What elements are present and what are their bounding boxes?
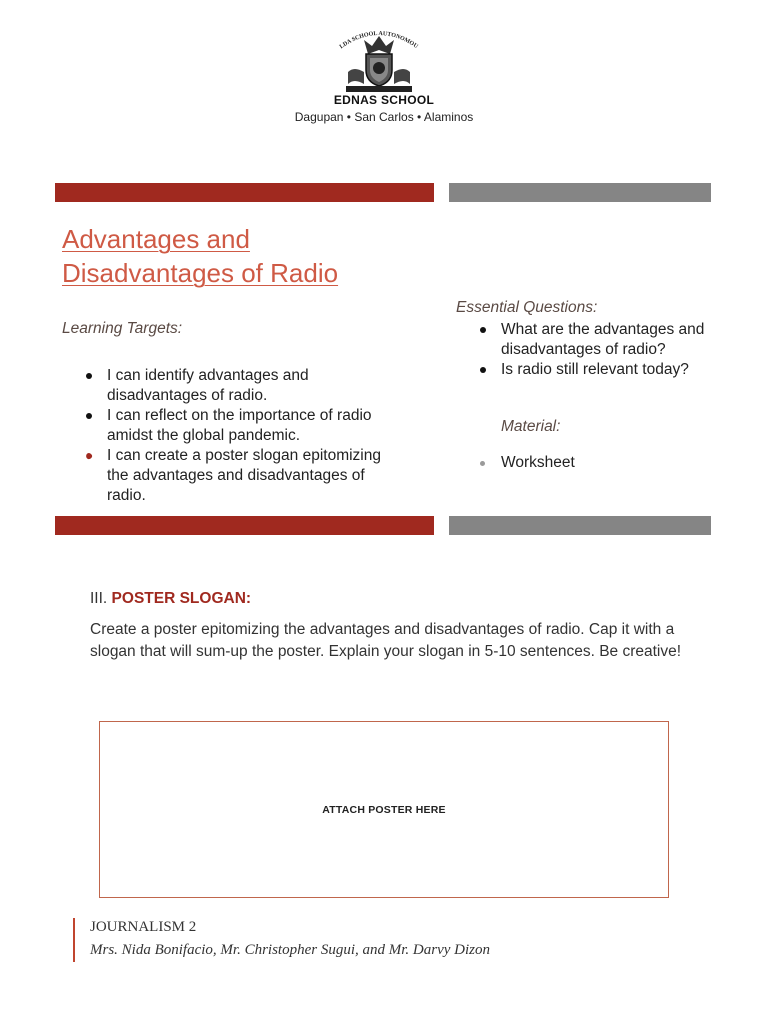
list-item: I can identify advantages and disadvantages of radio. xyxy=(82,366,402,406)
learning-targets-label: Learning Targets: xyxy=(62,320,183,337)
bullet-icon xyxy=(86,413,92,419)
list-item: I can create a poster slogan epitomizing the advantages and disadvantages of radio. xyxy=(82,446,402,506)
svg-text:IGO BELDA SCHOOL AUTONOMOUS CO: LDA SCHOOL AUTONOMOU xyxy=(338,30,419,51)
lesson-title-line2: Disadvantages of Radio xyxy=(62,258,339,288)
lesson-title-line1: Advantages and xyxy=(62,224,250,254)
school-locations: Dagupan • San Carlos • Alaminos xyxy=(294,110,474,124)
section-instructions: Create a poster epitomizing the advantages and disadvantages of radio. Cap it with a slogan that will sum-up the poster. Explain your slogan in 5-10 sentences. Be creative! xyxy=(90,621,682,660)
top-red-bar xyxy=(55,183,434,202)
bullet-icon xyxy=(86,373,92,379)
footer-course: JOURNALISM 2 xyxy=(90,919,197,935)
bottom-gray-bar xyxy=(449,516,711,535)
list-item: I can reflect on the importance of radio amidst the global pandemic. xyxy=(82,406,402,446)
essential-questions-label: Essential Questions: xyxy=(456,299,598,316)
section-title: POSTER SLOGAN: xyxy=(111,590,252,607)
bullet-icon xyxy=(480,367,486,373)
school-name: EDNAS SCHOOL xyxy=(333,93,435,107)
lesson-title xyxy=(62,222,422,290)
materials-list xyxy=(476,453,676,473)
essential-questions-list xyxy=(476,320,716,380)
school-seal-logo xyxy=(334,26,424,94)
learning-targets-list xyxy=(82,366,402,506)
footer-divider xyxy=(73,918,75,962)
bottom-red-bar xyxy=(55,516,434,535)
poster-placeholder: ATTACH POSTER HERE xyxy=(322,803,446,816)
bullet-icon xyxy=(480,461,485,466)
section-number: III. xyxy=(90,590,108,607)
list-item: Is radio still relevant today? xyxy=(476,360,716,380)
section-heading xyxy=(90,590,251,608)
footer-teachers: Mrs. Nida Bonifacio, Mr. Christopher Sugui, and Mr. Darvy Dizon xyxy=(90,942,491,958)
material-label: Material: xyxy=(501,418,561,435)
bullet-icon xyxy=(85,452,93,460)
top-gray-bar xyxy=(449,183,711,202)
list-item: Worksheet xyxy=(476,453,676,473)
poster-attachment-box[interactable] xyxy=(99,721,669,898)
list-item: What are the advantages and disadvantages of radio? xyxy=(476,320,716,360)
bullet-icon xyxy=(480,327,486,333)
